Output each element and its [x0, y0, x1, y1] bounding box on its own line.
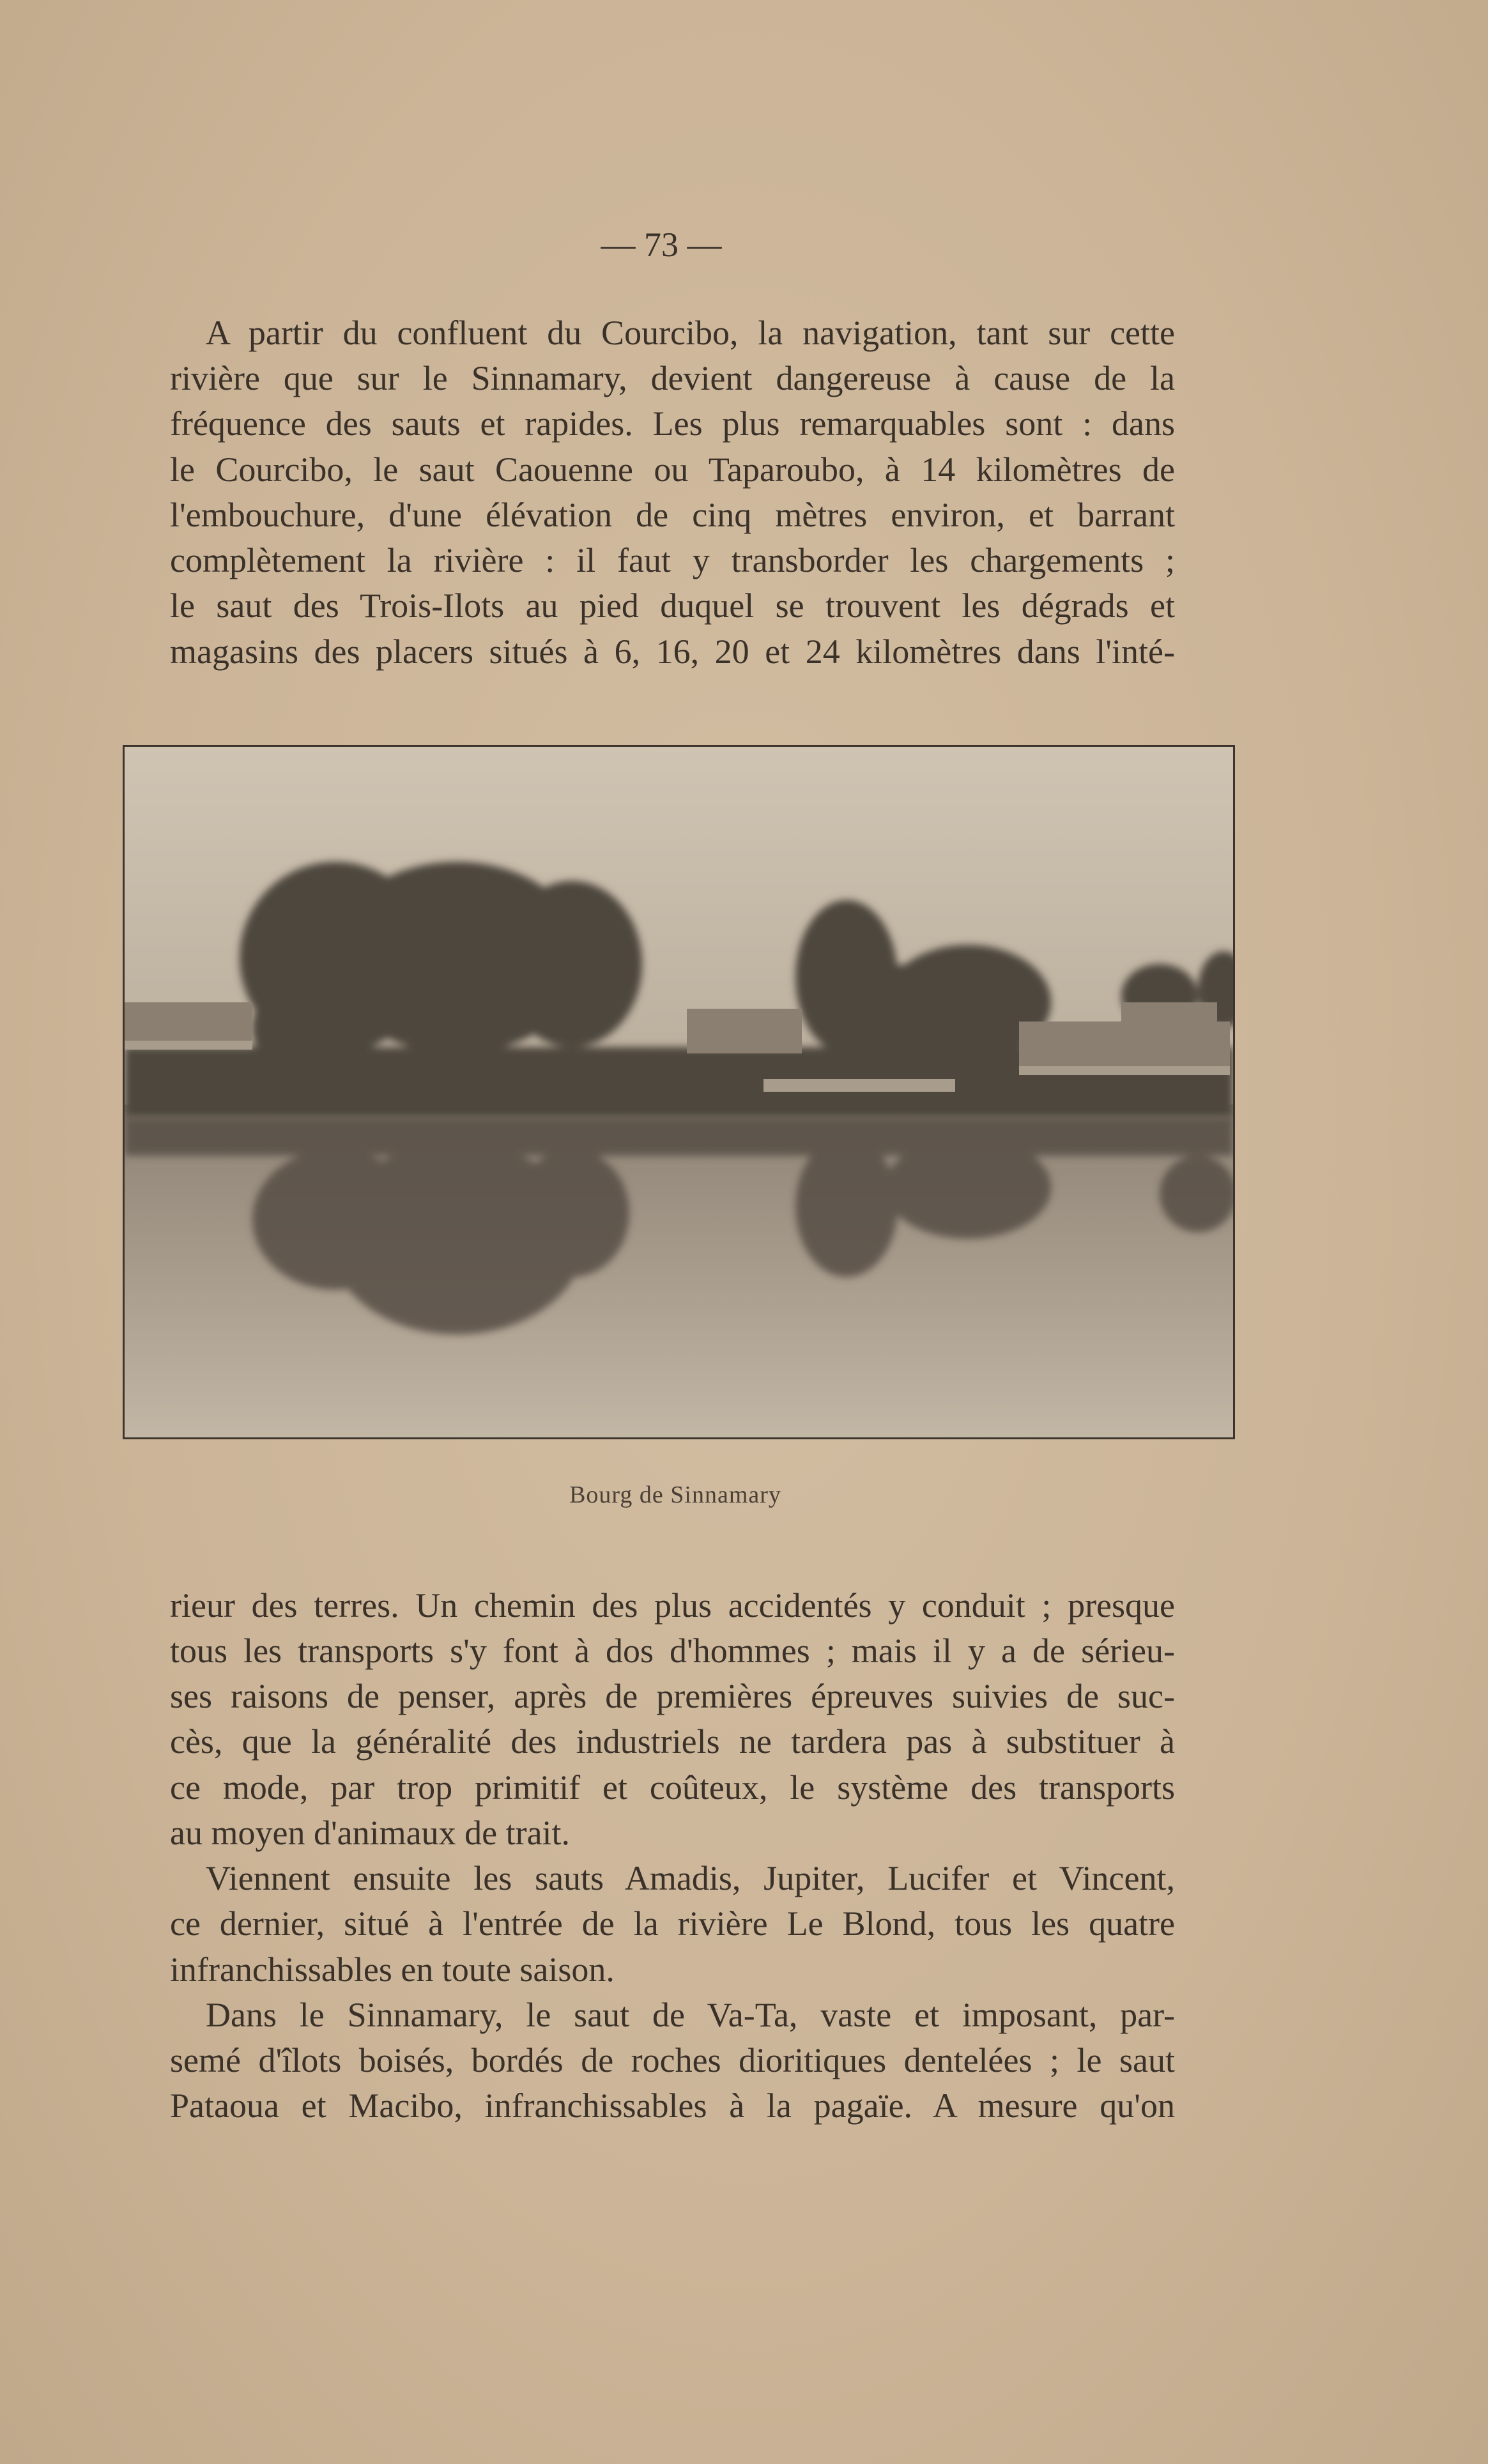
photo-caption: Bourg de Sinnamary: [569, 1481, 781, 1508]
text-line: semé d'îlots boisés, bordés de roches dioritiques dentelées ; le saut: [170, 2041, 1175, 2079]
text-line: le saut des Trois-Ilots au pied duquel se trouvent les dégrads et: [170, 586, 1175, 625]
text-line: A partir du confluent du Courcibo, la navigation, tant sur cette: [206, 314, 1175, 352]
text-line: tous les transports s'y font à dos d'hommes ; mais il y a de sérieu-: [170, 1632, 1175, 1670]
text-line: l'embouchure, d'une élévation de cinq mètres environ, et barrant: [170, 496, 1175, 534]
text-line: ses raisons de penser, après de premières épreuves suivies de suc-: [170, 1677, 1175, 1715]
text-line: Viennent ensuite les sauts Amadis, Jupiter, Lucifer et Vincent,: [206, 1859, 1175, 1897]
text-line: infranchissables en toute saison.: [170, 1950, 615, 1989]
photo-illustration: [125, 747, 1233, 1437]
text-line: complètement la rivière : il faut y transborder les chargements ;: [170, 541, 1175, 579]
text-line: au moyen d'animaux de trait.: [170, 1814, 571, 1852]
text-line: Pataoua et Macibo, infranchissables à la pagaïe. A mesure qu'on: [170, 2086, 1175, 2125]
text-line: Dans le Sinnamary, le saut de Va-Ta, vaste et imposant, par-: [206, 1996, 1175, 2034]
text-line: le Courcibo, le saut Caouenne ou Taparoubo, à 14 kilomètres de: [170, 450, 1175, 489]
text-line: cès, que la généralité des industriels ne tardera pas à substituer à: [170, 1722, 1175, 1761]
text-line: rivière que sur le Sinnamary, devient dangereuse à cause de la: [170, 359, 1175, 397]
text-line: ce dernier, situé à l'entrée de la rivière Le Blond, tous les quatre: [170, 1904, 1175, 1943]
text-line: ce mode, par trop primitif et coûteux, le système des transports: [170, 1768, 1175, 1807]
page-number: — 73 —: [601, 226, 722, 264]
text-line: rieur des terres. Un chemin des plus accidentés y conduit ; presque: [170, 1586, 1175, 1625]
text-line: fréquence des sauts et rapides. Les plus remarquables sont : dans: [170, 404, 1175, 443]
photograph-river-village: [123, 745, 1235, 1439]
text-line: magasins des placers situés à 6, 16, 20 et 24 kilomètres dans l'inté-: [170, 632, 1175, 671]
